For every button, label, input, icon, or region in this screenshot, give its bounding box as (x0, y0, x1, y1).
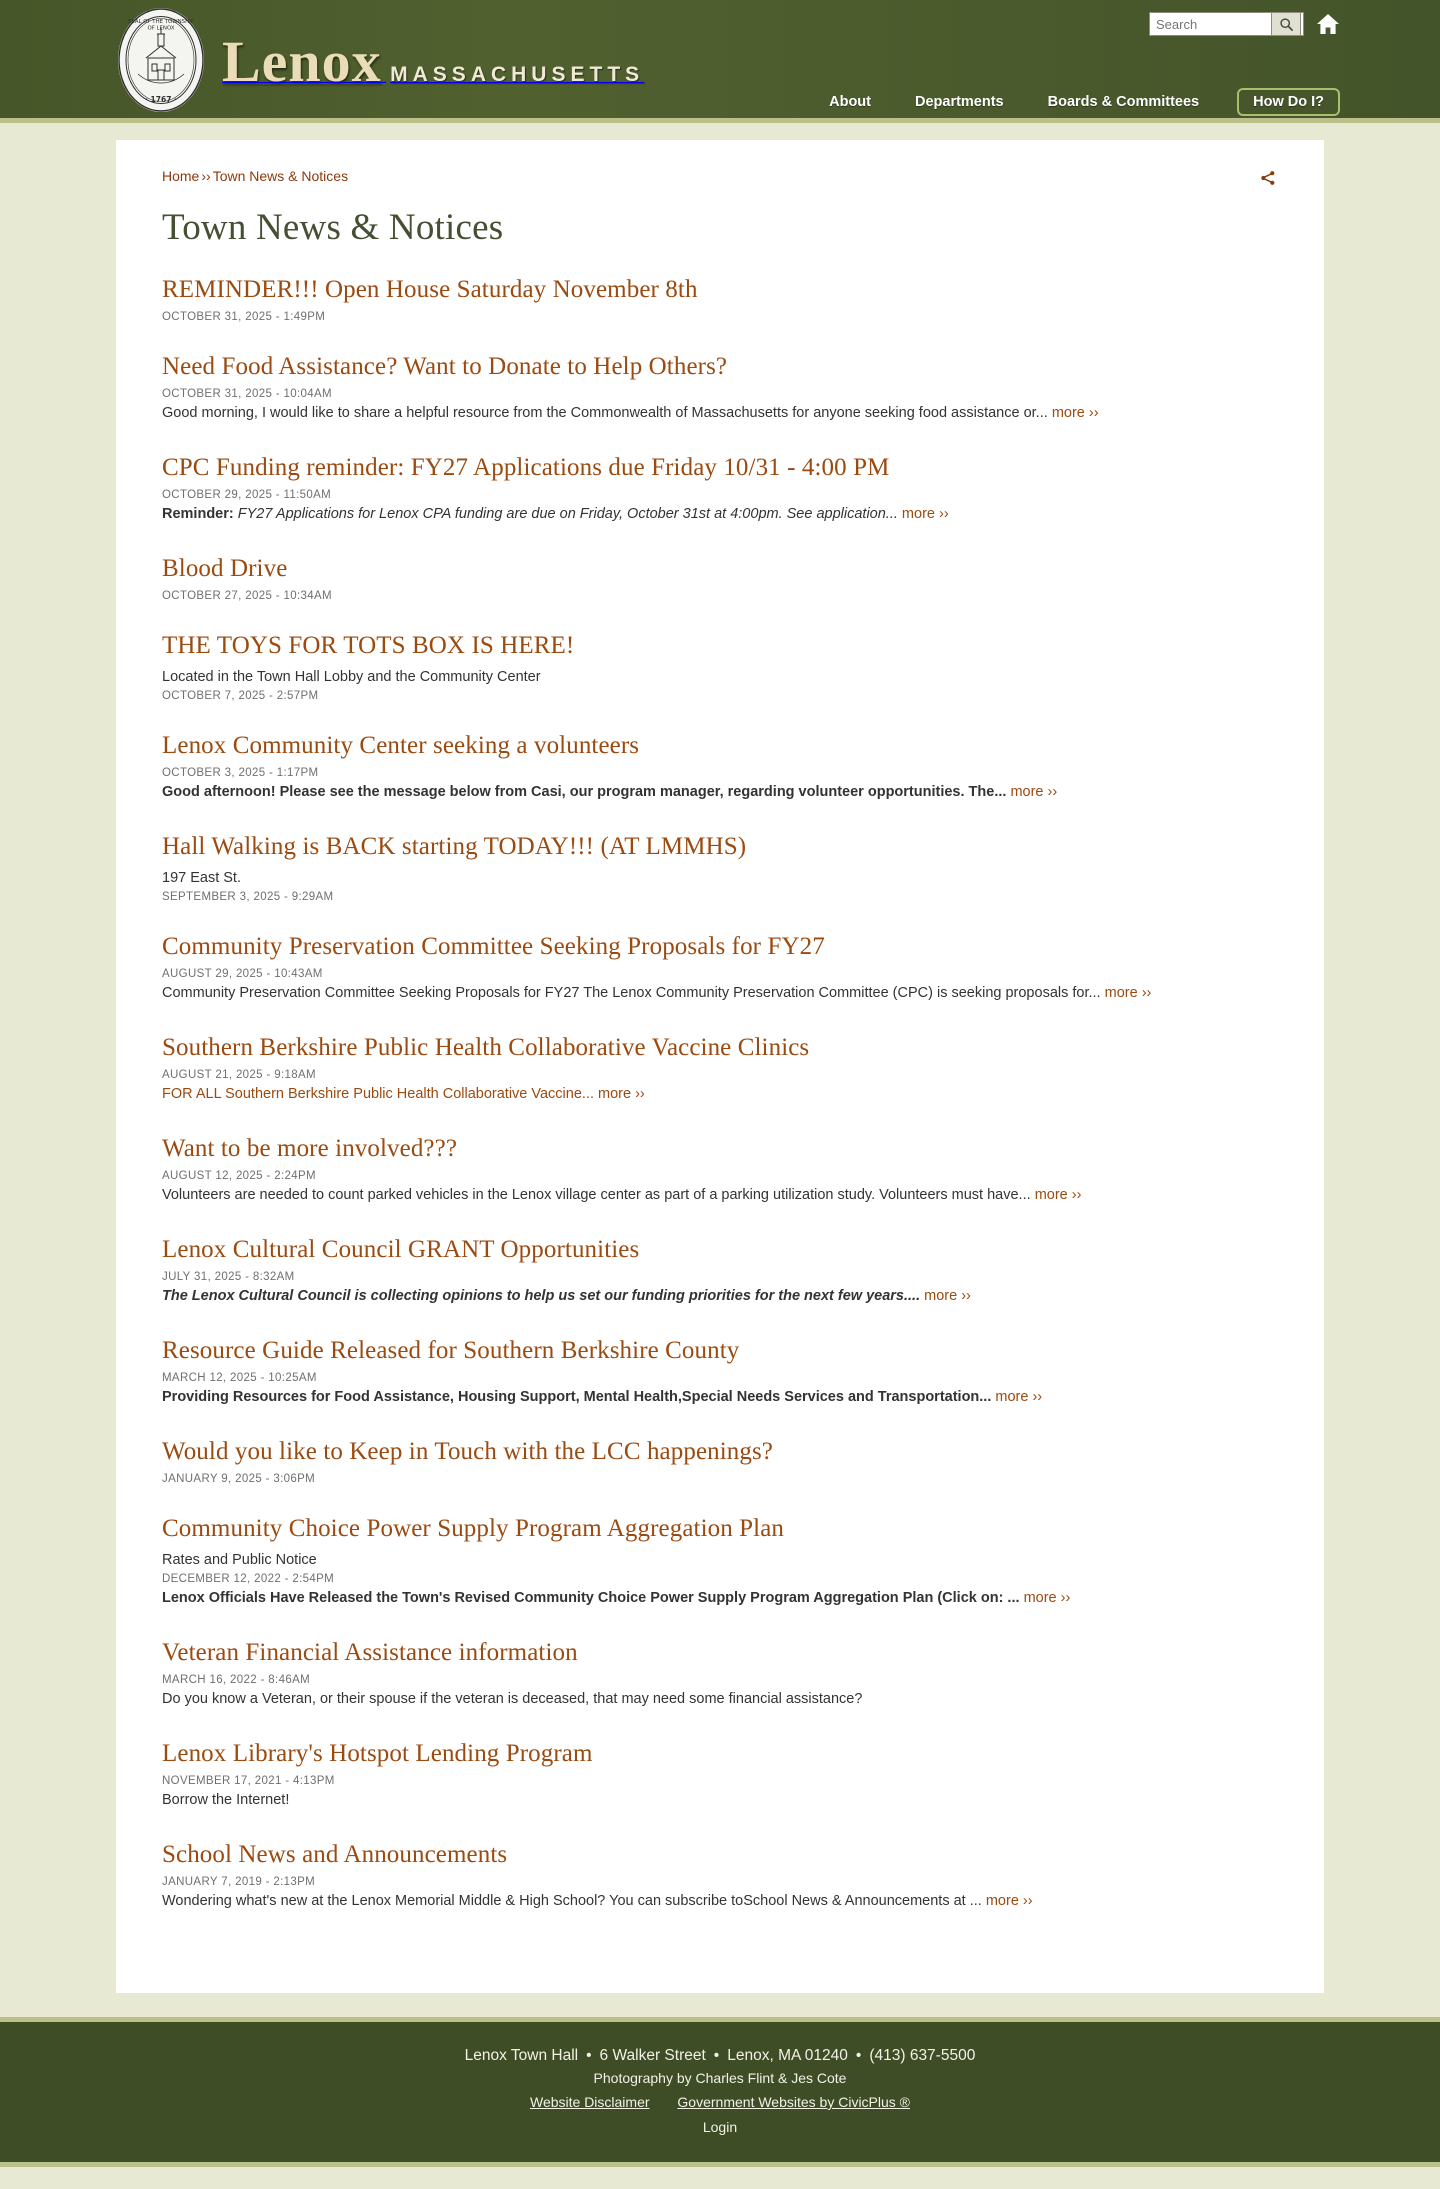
news-item-summary (162, 1790, 1278, 1811)
breadcrumb-home[interactable]: Home (162, 168, 200, 184)
news-item-date: AUGUST 29, 2025 - 10:43AM (162, 968, 323, 981)
news-item (162, 1437, 1278, 1485)
news-item-summary (162, 983, 1278, 1004)
news-item-summary-text: Good morning, I would like to share a helpful resource from the Commonwealth of Massachusetts for anyone seeking food assistance or... (162, 405, 1048, 421)
header-utility (1149, 12, 1340, 36)
footer-login-row (0, 2117, 1440, 2139)
news-item-title (162, 1134, 1278, 1163)
news-item-title-link[interactable]: Veteran Financial Assistance information (162, 1639, 578, 1667)
nav-item-how-do-i[interactable]: How Do I? (1237, 88, 1340, 116)
news-item-subtitle: 197 East St. (162, 870, 241, 887)
news-item-more-link[interactable]: more ›› (598, 1086, 645, 1103)
breadcrumb (162, 168, 348, 184)
news-item (162, 352, 1278, 424)
news-item-title (162, 1638, 1278, 1667)
news-item-date: OCTOBER 27, 2025 - 10:34AM (162, 590, 332, 603)
news-item-date: MARCH 12, 2025 - 10:25AM (162, 1372, 317, 1385)
page-wrapper (0, 123, 1440, 2017)
news-item-title-link[interactable]: Blood Drive (162, 555, 288, 583)
news-item-title-link[interactable]: REMINDER!!! Open House Saturday November 8th (162, 276, 698, 303)
news-item-more-link[interactable]: more ›› (901, 506, 949, 523)
news-item-title (162, 1739, 1278, 1768)
news-item-date: AUGUST 12, 2025 - 2:24PM (162, 1170, 316, 1183)
footer-links (0, 2092, 1440, 2114)
search-input[interactable] (1150, 13, 1272, 35)
news-item-title-link[interactable]: Would you like to Keep in Touch with the LCC happenings? (162, 1438, 774, 1466)
news-item-subtitle: Located in the Town Hall Lobby and the Community Center (162, 669, 541, 686)
breadcrumb-separator: ›› (201, 168, 211, 184)
news-item-summary-text: Volunteers are needed to count parked vehicles in the Lenox village center as part of a parking utilization study. Volunteers must have... (162, 1187, 1031, 1204)
news-item-more-link[interactable]: more ›› (985, 1893, 1033, 1910)
news-item (162, 731, 1278, 803)
news-item-title-link[interactable]: School News and Announcements (162, 1841, 508, 1869)
news-item-date: MARCH 16, 2022 - 8:46AM (162, 1674, 311, 1687)
news-item-title (162, 554, 1278, 583)
news-item-date: OCTOBER 3, 2025 - 1:17PM (162, 767, 319, 780)
footer-phone: (413) 637-5500 (869, 2047, 976, 2065)
news-item-summary (162, 1588, 1278, 1609)
news-item-summary-text: Providing Resources for Food Assistance, Housing Support, Mental Health,Special Needs Services and Transportation... (162, 1389, 992, 1406)
news-item-title (162, 352, 1278, 381)
news-item-title (162, 1336, 1278, 1365)
news-item-summary-text: Do you know a Veteran, or their spouse if the veteran is deceased, that may need some financial assistance? (162, 1691, 863, 1708)
news-item-summary-text: Wondering what's new at the Lenox Memorial Middle & High School? You can subscribe toSchool News & Announcements at ... (162, 1893, 982, 1910)
news-item-title (162, 731, 1278, 760)
news-item-date: AUGUST 21, 2025 - 9:18AM (162, 1069, 316, 1082)
news-item (162, 1840, 1278, 1912)
news-item (162, 554, 1278, 602)
news-item (162, 1638, 1278, 1710)
share-button[interactable] (1258, 168, 1278, 188)
news-item-summary (162, 782, 1278, 803)
news-item-subtitle: Rates and Public Notice (162, 1552, 317, 1569)
news-item (162, 275, 1278, 323)
news-item (162, 832, 1278, 903)
news-item-summary-text: Good afternoon! Please see the message below from Casi, our program manager, regarding volunteer opportunities. The... (162, 784, 1007, 801)
home-icon (1316, 13, 1340, 35)
news-item-date: OCTOBER 7, 2025 - 2:57PM (162, 690, 319, 703)
news-item-title (162, 1514, 1278, 1543)
footer-city: Lenox, MA 01240 (727, 2047, 848, 2065)
news-item-summary (162, 1387, 1278, 1408)
page-title: Town News & Notices (162, 207, 504, 248)
brand-name: Lenox (222, 29, 382, 94)
news-item-more-link[interactable]: more ›› (1023, 1590, 1071, 1607)
news-item-more-link[interactable]: more ›› (1051, 405, 1099, 421)
news-item-summary-text: Borrow the Internet! (162, 1792, 290, 1809)
news-item-summary-lead: Reminder: (162, 506, 234, 523)
news-item-more-link[interactable]: more ›› (995, 1389, 1043, 1406)
svg-text:· 1767 ·: · 1767 · (145, 95, 177, 104)
news-item-summary (162, 1689, 1278, 1710)
footer-link-civicplus[interactable]: Government Websites by CivicPlus ® (677, 2093, 911, 2110)
breadcrumb-row (162, 168, 1278, 188)
site-footer (0, 2017, 1440, 2167)
news-item-title-link[interactable]: Lenox Library's Hotspot Lending Program (162, 1740, 593, 1768)
brand-subtitle: MASSACHUSETTS (390, 63, 645, 86)
news-item (162, 932, 1278, 1004)
footer-address: 6 Walker Street (599, 2047, 706, 2065)
footer-spacer (0, 2167, 1440, 2189)
news-list (162, 275, 1278, 1912)
news-item-date: JULY 31, 2025 - 8:32AM (162, 1271, 295, 1284)
footer-contact-line (0, 2044, 1440, 2068)
news-item-title-link[interactable]: CPC Funding reminder: FY27 Applications due Friday 10/31 - 4:00 PM (162, 454, 890, 482)
news-item-more-link[interactable]: more ›› (924, 1288, 971, 1305)
news-item-title-link[interactable]: Lenox Cultural Council GRANT Opportunities (162, 1236, 640, 1264)
search-button[interactable] (1271, 12, 1301, 36)
site-logo[interactable] (118, 8, 644, 112)
news-item-title (162, 1033, 1278, 1062)
footer-org: Lenox Town Hall (464, 2047, 579, 2065)
footer-sep-1: • (586, 2047, 592, 2065)
news-item-more-link[interactable]: more ›› (1034, 1187, 1082, 1204)
content-card (116, 140, 1324, 1993)
footer-sep-3: • (855, 2047, 862, 2065)
news-item-title (162, 932, 1278, 961)
nav-item-departments[interactable]: Departments (914, 94, 1004, 110)
share-icon (1260, 170, 1276, 186)
news-item-summary-text: FOR ALL Southern Berkshire Public Health Collaborative Vaccine... (162, 1086, 594, 1103)
svg-text:OF LENOX: OF LENOX (147, 25, 175, 32)
main-navigation (807, 88, 1340, 116)
home-link[interactable] (1316, 13, 1340, 35)
news-item-summary (162, 1286, 1278, 1307)
footer-link-website-disclaimer[interactable]: Website Disclaimer (529, 2093, 650, 2110)
news-item-title-link[interactable]: Community Choice Power Supply Program Aggregation Plan (162, 1515, 785, 1543)
news-item-summary (162, 504, 1278, 525)
news-item-date: DECEMBER 12, 2022 - 2:54PM (162, 1573, 335, 1586)
svg-text:SEAL OF THE TOWNSHIP: SEAL OF THE TOWNSHIP (128, 19, 194, 25)
news-item (162, 1033, 1278, 1105)
news-item-date: NOVEMBER 17, 2021 - 4:13PM (162, 1775, 335, 1788)
news-item-date: OCTOBER 31, 2025 - 1:49PM (162, 311, 326, 323)
news-item-title (162, 1235, 1278, 1264)
news-item (162, 1134, 1278, 1206)
news-item-summary (162, 1084, 1278, 1105)
news-item-title-link[interactable]: Need Food Assistance? Want to Donate to Help Others? (162, 353, 728, 380)
news-item-title (162, 275, 1278, 304)
news-item-title-link[interactable]: THE TOYS FOR TOTS BOX IS HERE! (162, 632, 575, 660)
news-item-summary (162, 1185, 1278, 1206)
news-item-date: JANUARY 7, 2019 - 2:13PM (162, 1876, 316, 1889)
news-item-title-link[interactable]: Want to be more involved??? (162, 1135, 458, 1163)
news-item-title-link[interactable]: Southern Berkshire Public Health Collaborative Vaccine Clinics (162, 1034, 810, 1062)
footer-login-link[interactable]: Login (702, 2118, 738, 2135)
nav-item-about[interactable]: About (829, 94, 871, 110)
news-item-more-link[interactable]: more ›› (1104, 985, 1152, 1002)
news-item-title (162, 832, 1278, 861)
news-item (162, 1336, 1278, 1408)
news-item (162, 1235, 1278, 1307)
news-item-more-link[interactable]: more ›› (1010, 784, 1058, 801)
news-item-summary-text: The Lenox Cultural Council is collecting opinions to help us set our funding priorities for the next few years.... (162, 1288, 921, 1305)
news-item (162, 1514, 1278, 1609)
news-item-title (162, 1437, 1278, 1466)
news-item-summary-text: Community Preservation Committee Seeking Proposals for FY27 The Lenox Community Preservation Committee (CPC) is seeking proposals for... (162, 985, 1101, 1002)
nav-item-boards-committees[interactable]: Boards & Committees (1047, 94, 1200, 110)
news-item-title-link[interactable]: Resource Guide Released for Southern Berkshire County (162, 1337, 740, 1365)
news-item-date: SEPTEMBER 3, 2025 - 9:29AM (162, 891, 334, 904)
news-item-date: OCTOBER 31, 2025 - 10:04AM (162, 388, 332, 400)
search-box (1149, 12, 1304, 36)
news-item-date: OCTOBER 29, 2025 - 11:50AM (162, 489, 332, 502)
news-item-date: JANUARY 9, 2025 - 3:06PM (162, 1473, 316, 1486)
news-item-summary-text: FY27 Applications for Lenox CPA funding are due on Friday, October 31st at 4:00pm. See application... (237, 506, 898, 523)
search-icon (1279, 17, 1294, 32)
news-item-title (162, 631, 1278, 660)
news-item-summary (162, 1891, 1278, 1912)
news-item-title (162, 1840, 1278, 1869)
news-item-title-link[interactable]: Lenox Community Center seeking a volunteers (162, 732, 640, 760)
news-item (162, 631, 1278, 702)
footer-photography: Photography by Charles Flint & Jes Cote (593, 2070, 847, 2087)
news-item-summary-text: Lenox Officials Have Released the Town's Revised Community Choice Power Supply Program Aggregation Plan (Click on: ... (162, 1590, 1020, 1607)
news-item-title-link[interactable]: Community Preservation Committee Seeking Proposals for FY27 (162, 933, 825, 961)
news-item (162, 453, 1278, 525)
town-seal-icon (118, 8, 204, 112)
news-item-title (162, 453, 1278, 482)
news-item-summary (162, 403, 1278, 424)
news-item-title-link[interactable]: Hall Walking is BACK starting TODAY!!! (AT LMMHS) (162, 833, 747, 861)
footer-sep-2: • (713, 2047, 720, 2065)
breadcrumb-current: Town News & Notices (212, 168, 349, 184)
site-header (0, 0, 1440, 123)
news-item (162, 1739, 1278, 1811)
